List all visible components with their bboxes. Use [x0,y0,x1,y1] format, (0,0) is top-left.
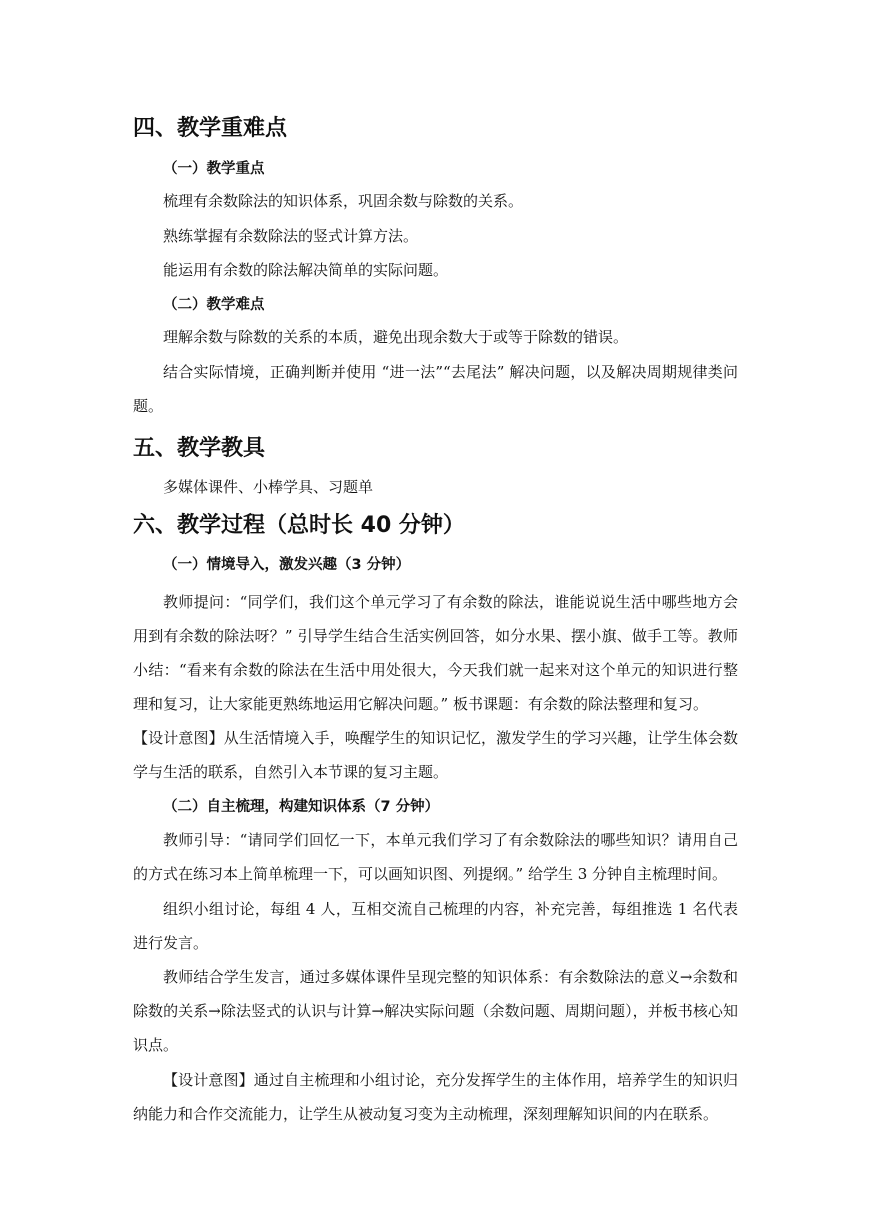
design-intent-paragraph: 【设计意图】通过自主梳理和小组讨论，充分发挥学生的主体作用，培养学生的知识归纳能力和合作交流能力，让学生从被动复习变为主动梳理，深刻理解知识间的内在联系。 [133,1071,738,1123]
paragraph: 梳理有余数除法的知识体系，巩固余数与除数的关系。 [163,192,524,210]
section-title-teaching-aids: 五、教学教具 [133,436,266,461]
paragraph: 组织小组讨论，每组 4 人，互相交流自己梳理的内容，补充完善，每组推选 1 名代表进行发言。 [133,900,738,952]
section-title-teaching-process: 六、教学过程（总时长 40 分钟） [133,513,465,538]
paragraph: 教师引导：“请同学们回忆一下，本单元我们学习了有余数除法的哪些知识？请用自己的方式在练习本上简单梳理一下，可以画知识图、列提纲。” 给学生 3 分钟自主梳理时间。 [133,831,738,883]
paragraph: 教师结合学生发言，通过多媒体课件呈现完整的知识体系：有余数除法的意义→余数和除数的关系→除法竖式的认识与计算→解决实际问题（余数问题、周期问题），并板书核心知识点。 [133,968,738,1054]
paragraph: 理解余数与除数的关系的本质，避免出现余数大于或等于除数的错误。 [163,328,629,346]
paragraph: 教师提问：“同学们，我们这个单元学习了有余数的除法，谁能说说生活中哪些地方会用到有余数的除法呀？” 引导学生结合生活实例回答，如分水果、摆小旗、做手工等。教师小结：“看来有余数的除法在生活中用处很大，今天我们就一起来对这个单元的知识进行整理和复习，让大家能更熟练地运用它解决问题。” 板书课题：有余数的除法整理和复习。 [133,593,738,713]
paragraph: 多媒体课件、小棒学具、习题单 [163,478,374,496]
subsection-title-key: （一）教学重点 [163,161,265,177]
section-title-key-points: 四、教学重难点 [133,116,288,141]
subsection-title-intro: （一）情境导入，激发兴趣（3 分钟） [163,557,411,573]
paragraph: 熟练掌握有余数除法的竖式计算方法。 [163,227,419,245]
subsection-title-self-review: （二）自主梳理，构建知识体系（7 分钟） [163,799,440,815]
paragraph: 能运用有余数的除法解决简单的实际问题。 [163,261,449,279]
design-intent-paragraph: 【设计意图】从生活情境入手，唤醒学生的知识记忆，激发学生的学习兴趣，让学生体会数学与生活的联系，自然引入本节课的复习主题。 [133,729,738,781]
paragraph: 结合实际情境，正确判断并使用 “进一法”“去尾法” 解决问题，以及解决周期规律类问题。 [133,363,738,415]
subsection-title-difficult: （二）教学难点 [163,297,265,313]
